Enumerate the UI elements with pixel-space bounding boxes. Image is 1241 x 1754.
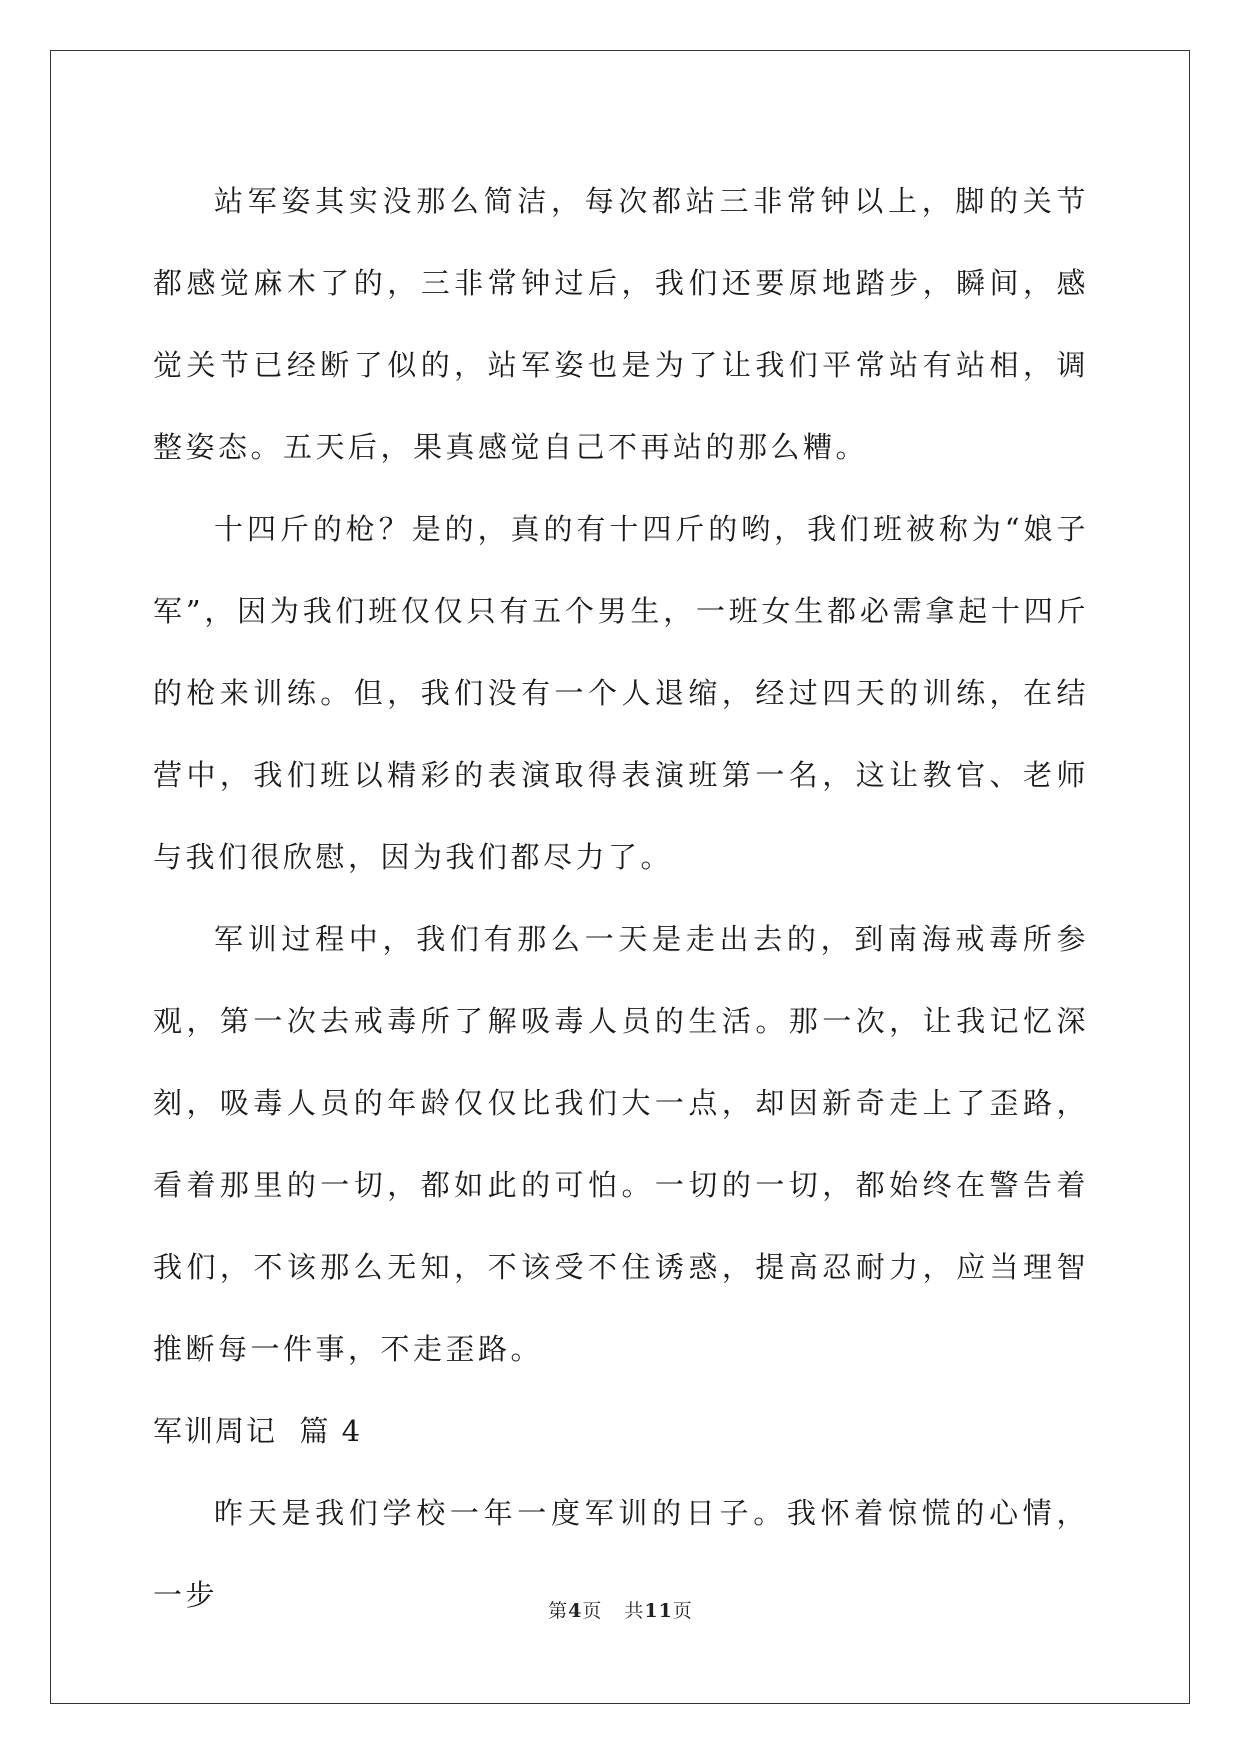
- total-pages-number: 11: [644, 1600, 673, 1622]
- page-footer: [0, 1596, 1241, 1623]
- footer-total-suffix: 页: [672, 1600, 693, 1622]
- current-page-number: 4: [568, 1600, 583, 1622]
- paragraph-1: 站军姿其实没那么简洁，每次都站三非常钟以上，脚的关节都感觉麻木了的，三非常钟过后，我们还要原地踏步，瞬间，感觉关节已经断了似的，站军姿也是为了让我们平常站有站相，调整姿态。五天后，果真感觉自己不再站的那么糟。: [153, 184, 1089, 464]
- footer-prefix: 第: [548, 1600, 569, 1622]
- footer-total-prefix: 共: [624, 1600, 645, 1622]
- footer-page-suffix: 页: [582, 1600, 603, 1622]
- paragraph-2: 十四斤的枪？是的，真的有十四斤的哟，我们班被称为“娘子军”，因为我们班仅仅只有五个男生，一班女生都必需拿起十四斤的枪来训练。但，我们没有一个人退缩，经过四天的训练，在结营中，我们班以精彩的表演取得表演班第一名，这让教官、老师与我们很欣慰，因为我们都尽力了。: [153, 512, 1089, 874]
- section-heading: 军训周记 篇 4: [153, 1414, 363, 1448]
- document-body: [153, 160, 1089, 1636]
- paragraph-4: 昨天是我们学校一年一度军训的日子。我怀着惊慌的心情，一步: [153, 1496, 1089, 1612]
- paragraph-3: 军训过程中，我们有那么一天是走出去的，到南海戒毒所参观，第一次去戒毒所了解吸毒人员的生活。那一次，让我记忆深刻，吸毒人员的年龄仅仅比我们大一点，却因新奇走上了歪路，看着那里的一切，都如此的可怕。一切的一切，都始终在警告着我们，不该那么无知，不该受不住诱惑，提高忍耐力，应当理智推断每一件事，不走歪路。: [153, 922, 1089, 1366]
